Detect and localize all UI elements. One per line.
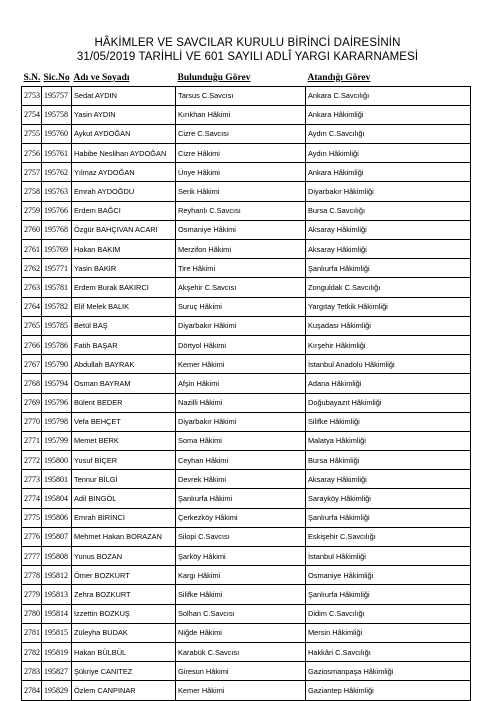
- table-header-row: [22, 70, 471, 86]
- table-row: [22, 585, 471, 604]
- cell-name: Emrah AYDOĞDU: [72, 182, 176, 201]
- table-row: [22, 86, 471, 105]
- cell-current-post: Karabük C.Savcısı: [176, 642, 306, 661]
- cell-sn: 2760: [22, 220, 42, 239]
- table-body: [22, 86, 471, 700]
- table-row: [22, 508, 471, 527]
- cell-sicil: 195804: [42, 489, 72, 508]
- table-row: [22, 124, 471, 143]
- table-row: [22, 412, 471, 431]
- cell-assigned-post: Aydın Hâkimliği: [306, 144, 471, 163]
- cell-sn: 2780: [22, 604, 42, 623]
- cell-sn: 2771: [22, 431, 42, 450]
- cell-current-post: Kargı Hâkimi: [176, 566, 306, 585]
- cell-current-post: Kemer Hâkimi: [176, 355, 306, 374]
- cell-sicil: 195782: [42, 297, 72, 316]
- cell-name: Adil BİNGÖL: [72, 489, 176, 508]
- cell-sicil: 195812: [42, 566, 72, 585]
- cell-name: Elif Melek BALIK: [72, 297, 176, 316]
- table-row: [22, 681, 471, 700]
- cell-sn: 2762: [22, 259, 42, 278]
- cell-assigned-post: Şanlıurfa Hâkimliği: [306, 508, 471, 527]
- cell-current-post: Kırıkhan Hâkimi: [176, 105, 306, 124]
- cell-sicil: 195781: [42, 278, 72, 297]
- cell-sn: 2758: [22, 182, 42, 201]
- table-row: [22, 163, 471, 182]
- cell-current-post: Solhan C.Savcısı: [176, 604, 306, 623]
- cell-assigned-post: Bursa C.Savcılığı: [306, 201, 471, 220]
- cell-assigned-post: Sarayköy Hâkimliği: [306, 489, 471, 508]
- column-header-current-post: Bulunduğu Görev: [176, 70, 306, 86]
- cell-name: Bülent BEDER: [72, 393, 176, 412]
- cell-assigned-post: İstanbul Anadolu Hâkimliği: [306, 355, 471, 374]
- cell-assigned-post: Adana Hâkimliği: [306, 374, 471, 393]
- cell-assigned-post: Osmaniye Hâkimliği: [306, 566, 471, 585]
- table-row: [22, 278, 471, 297]
- table-row: [22, 393, 471, 412]
- table-row: [22, 144, 471, 163]
- cell-sn: 2763: [22, 278, 42, 297]
- cell-name: İzzettin BOZKUŞ: [72, 604, 176, 623]
- cell-assigned-post: Ankara Hâkimliği: [306, 163, 471, 182]
- cell-current-post: Suruç Hâkimi: [176, 297, 306, 316]
- table-row: [22, 547, 471, 566]
- cell-sn: 2765: [22, 316, 42, 335]
- cell-sn: 2769: [22, 393, 42, 412]
- cell-current-post: Osmaniye Hâkimi: [176, 220, 306, 239]
- cell-assigned-post: Diyarbakır Hâkimliği: [306, 182, 471, 201]
- cell-name: Abdullah BAYRAK: [72, 355, 176, 374]
- cell-current-post: Şanlıurfa Hâkimi: [176, 489, 306, 508]
- cell-sn: 2775: [22, 508, 42, 527]
- column-header-assigned-post: Atandığı Görev: [306, 70, 471, 86]
- cell-sn: 2778: [22, 566, 42, 585]
- cell-current-post: Diyarbakır Hâkimi: [176, 316, 306, 335]
- cell-current-post: Merzifon Hâkimi: [176, 240, 306, 259]
- cell-assigned-post: Aksaray Hâkimliği: [306, 240, 471, 259]
- cell-current-post: Çerkezköy Hâkimi: [176, 508, 306, 527]
- cell-name: Emrah BİRİNCİ: [72, 508, 176, 527]
- cell-sicil: 195769: [42, 240, 72, 259]
- cell-sicil: 195757: [42, 86, 72, 105]
- cell-assigned-post: Didim C.Savcılığı: [306, 604, 471, 623]
- cell-sicil: 195763: [42, 182, 72, 201]
- cell-sn: 2759: [22, 201, 42, 220]
- cell-sn: 2761: [22, 240, 42, 259]
- cell-current-post: Serik Hâkimi: [176, 182, 306, 201]
- cell-sn: 2781: [22, 623, 42, 642]
- cell-assigned-post: Zonguldak C.Savcılığı: [306, 278, 471, 297]
- table-row: [22, 335, 471, 354]
- cell-sn: 2774: [22, 489, 42, 508]
- table-row: [22, 623, 471, 642]
- table-row: [22, 201, 471, 220]
- cell-current-post: Afşin Hâkimi: [176, 374, 306, 393]
- cell-sn: 2755: [22, 124, 42, 143]
- cell-current-post: Şarköy Hâkimi: [176, 547, 306, 566]
- table-row: [22, 259, 471, 278]
- cell-sicil: 195771: [42, 259, 72, 278]
- cell-assigned-post: Malatya Hâkimliği: [306, 431, 471, 450]
- cell-sicil: 195762: [42, 163, 72, 182]
- cell-name: Erdem BAĞCI: [72, 201, 176, 220]
- cell-current-post: Tire Hâkimi: [176, 259, 306, 278]
- cell-name: Sedat AYDIN: [72, 86, 176, 105]
- column-header-name: Adı ve Soyadı: [72, 70, 176, 86]
- cell-name: Yasin BAKIR: [72, 259, 176, 278]
- cell-current-post: Soma Hâkimi: [176, 431, 306, 450]
- cell-name: Züleyha BUDAK: [72, 623, 176, 642]
- cell-assigned-post: Şanlıurfa Hâkimliği: [306, 585, 471, 604]
- cell-sn: 2757: [22, 163, 42, 182]
- cell-current-post: Tarsus C.Savcısı: [176, 86, 306, 105]
- cell-current-post: Cizre Hâkimi: [176, 144, 306, 163]
- cell-assigned-post: Eskişehir C.Savcılığı: [306, 527, 471, 546]
- cell-current-post: Kemer Hâkimi: [176, 681, 306, 700]
- cell-name: Mehmet Hakan BORAZAN: [72, 527, 176, 546]
- cell-assigned-post: Hakkâri C.Savcılığı: [306, 642, 471, 661]
- cell-sn: 2767: [22, 355, 42, 374]
- cell-assigned-post: Aksaray Hâkimliği: [306, 220, 471, 239]
- cell-sicil: 195761: [42, 144, 72, 163]
- cell-current-post: Dörtyol Hâkimi: [176, 335, 306, 354]
- cell-current-post: Diyarbakır Hâkimi: [176, 412, 306, 431]
- table-row: [22, 220, 471, 239]
- cell-name: Vefa BEHÇET: [72, 412, 176, 431]
- cell-sn: 2782: [22, 642, 42, 661]
- table-row: [22, 451, 471, 470]
- cell-assigned-post: Gaziantep Hâkimliği: [306, 681, 471, 700]
- cell-sicil: 195806: [42, 508, 72, 527]
- cell-name: Osman BAYRAM: [72, 374, 176, 393]
- cell-name: Özgür BAHÇIVAN ACARI: [72, 220, 176, 239]
- cell-sicil: 195785: [42, 316, 72, 335]
- document-title-line2: 31/05/2019 TARİHLİ VE 601 SAYILI ADLÎ YARGI KARARNAMESİ: [76, 51, 419, 63]
- cell-assigned-post: Aydın C.Savcılığı: [306, 124, 471, 143]
- table-row: [22, 527, 471, 546]
- table-row: [22, 316, 471, 335]
- cell-name: Aykut AYDOĞAN: [72, 124, 176, 143]
- cell-name: Ömer BOZKURT: [72, 566, 176, 585]
- table-row: [22, 182, 471, 201]
- cell-sicil: 195794: [42, 374, 72, 393]
- cell-name: Zehra BOZKURT: [72, 585, 176, 604]
- cell-sicil: 195808: [42, 547, 72, 566]
- cell-assigned-post: Bursa Hâkimliği: [306, 451, 471, 470]
- cell-sn: 2766: [22, 335, 42, 354]
- cell-sn: 2753: [22, 86, 42, 105]
- cell-current-post: Silopi C.Savcısı: [176, 527, 306, 546]
- cell-sn: 2768: [22, 374, 42, 393]
- cell-sicil: 195819: [42, 642, 72, 661]
- cell-current-post: Cizre C.Savcısı: [176, 124, 306, 143]
- table-row: [22, 297, 471, 316]
- column-header-sn: S.N.: [22, 70, 42, 86]
- cell-name: Tennur BİLGİ: [72, 470, 176, 489]
- cell-name: Yasin AYDIN: [72, 105, 176, 124]
- cell-name: Şükriye CANITEZ: [72, 662, 176, 681]
- cell-current-post: Ünye Hâkimi: [176, 163, 306, 182]
- table-row: [22, 470, 471, 489]
- cell-assigned-post: Ankara Hâkimliği: [306, 105, 471, 124]
- cell-name: Memet BERK: [72, 431, 176, 450]
- cell-name: Hakan BÜLBÜL: [72, 642, 176, 661]
- cell-sicil: 195768: [42, 220, 72, 239]
- table-row: [22, 355, 471, 374]
- cell-assigned-post: Doğubayazıt Hâkimliği: [306, 393, 471, 412]
- cell-sicil: 195798: [42, 412, 72, 431]
- table-row: [22, 566, 471, 585]
- column-header-sicil: Sic.No: [42, 70, 72, 86]
- cell-assigned-post: Kırşehir Hâkimliği: [306, 335, 471, 354]
- decree-table: [21, 70, 471, 701]
- table-row: [22, 642, 471, 661]
- table-row: [22, 662, 471, 681]
- cell-assigned-post: İstanbul Hâkimliği: [306, 547, 471, 566]
- cell-name: Yunus BOZAN: [72, 547, 176, 566]
- cell-name: Fatih BAŞAR: [72, 335, 176, 354]
- cell-name: Erdem Burak BAKIRCI: [72, 278, 176, 297]
- table-row: [22, 374, 471, 393]
- cell-name: Yusuf BİÇER: [72, 451, 176, 470]
- cell-assigned-post: Silifke Hâkimliği: [306, 412, 471, 431]
- cell-sicil: 195790: [42, 355, 72, 374]
- cell-sicil: 195760: [42, 124, 72, 143]
- table-row: [22, 604, 471, 623]
- cell-name: Yılmaz AYDOĞAN: [72, 163, 176, 182]
- cell-sn: 2756: [22, 144, 42, 163]
- cell-sn: 2777: [22, 547, 42, 566]
- cell-sicil: 195801: [42, 470, 72, 489]
- cell-sicil: 195807: [42, 527, 72, 546]
- cell-sn: 2772: [22, 451, 42, 470]
- table-row: [22, 489, 471, 508]
- cell-sn: 2776: [22, 527, 42, 546]
- cell-name: Betül BAŞ: [72, 316, 176, 335]
- cell-sn: 2754: [22, 105, 42, 124]
- cell-sicil: 195766: [42, 201, 72, 220]
- cell-assigned-post: Yargıtay Tetkik Hâkimliği: [306, 297, 471, 316]
- table-row: [22, 431, 471, 450]
- cell-assigned-post: Şanlıurfa Hâkimliği: [306, 259, 471, 278]
- cell-sicil: 195827: [42, 662, 72, 681]
- cell-sicil: 195758: [42, 105, 72, 124]
- cell-sicil: 195799: [42, 431, 72, 450]
- cell-name: Habibe Neslihan AYDOĞAN: [72, 144, 176, 163]
- cell-sicil: 195829: [42, 681, 72, 700]
- cell-sicil: 195814: [42, 604, 72, 623]
- cell-assigned-post: Kuşadası Hâkimliği: [306, 316, 471, 335]
- cell-sn: 2783: [22, 662, 42, 681]
- table-row: [22, 240, 471, 259]
- cell-current-post: Devrek Hâkimi: [176, 470, 306, 489]
- cell-sicil: 195815: [42, 623, 72, 642]
- cell-current-post: Reyhanlı C.Savcısı: [176, 201, 306, 220]
- document-title-line1: HÂKİMLER VE SAVCILAR KURULU BİRİNCİ DAİRESİNİN: [94, 37, 401, 49]
- cell-sicil: 195786: [42, 335, 72, 354]
- cell-sicil: 195796: [42, 393, 72, 412]
- cell-sn: 2779: [22, 585, 42, 604]
- table-row: [22, 105, 471, 124]
- cell-assigned-post: Gaziosmanpaşa Hâkimliği: [306, 662, 471, 681]
- cell-assigned-post: Ankara C.Savcılığı: [306, 86, 471, 105]
- cell-current-post: Niğde Hâkimi: [176, 623, 306, 642]
- cell-current-post: Nazilli Hâkimi: [176, 393, 306, 412]
- cell-current-post: Giresun Hâkimi: [176, 662, 306, 681]
- cell-sicil: 195800: [42, 451, 72, 470]
- cell-current-post: Akşehir C.Savcısı: [176, 278, 306, 297]
- cell-current-post: Ceyhan Hâkimi: [176, 451, 306, 470]
- cell-assigned-post: Aksaray Hâkimliği: [306, 470, 471, 489]
- cell-sn: 2784: [22, 681, 42, 700]
- cell-current-post: Silifke Hâkimi: [176, 585, 306, 604]
- cell-name: Hakan BAKIM: [72, 240, 176, 259]
- cell-sn: 2770: [22, 412, 42, 431]
- cell-sn: 2773: [22, 470, 42, 489]
- cell-name: Özlem CANPINAR: [72, 681, 176, 700]
- cell-sn: 2764: [22, 297, 42, 316]
- cell-assigned-post: Mersin Hâkimliği: [306, 623, 471, 642]
- cell-sicil: 195813: [42, 585, 72, 604]
